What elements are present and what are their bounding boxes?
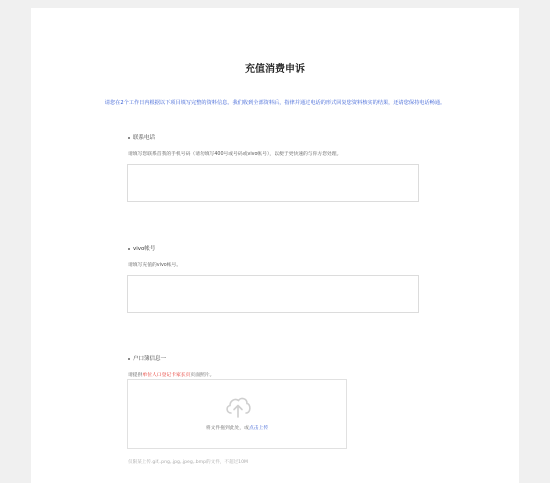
id-info-hint-prefix: 请提供 xyxy=(128,373,143,378)
phone-label-text: 联系电话 xyxy=(133,135,156,141)
bullet-icon xyxy=(128,358,130,360)
appeal-form-card xyxy=(31,8,519,483)
account-hint: 请填写充值的vivo帐号。 xyxy=(128,263,182,268)
upload-instructions xyxy=(128,424,346,431)
id-info-label-text: 户口簿信息一 xyxy=(133,356,167,362)
id-info-hint xyxy=(128,371,214,378)
instructions-notice: 请您在2个工作日内根据以下项目填写完整的资料信息。我们收到全部资料后，指律并通过电话的形式回复您资料核实的结果，还请您保持电话畅通。 xyxy=(104,100,446,106)
account-label-text: vivo帐号 xyxy=(133,246,156,252)
account-textarea[interactable] xyxy=(127,275,419,313)
id-info-hint-suffix: 页面照片。 xyxy=(190,373,215,378)
bullet-icon xyxy=(128,248,130,250)
phone-textarea[interactable] xyxy=(127,164,419,202)
id-info-field-label xyxy=(128,354,166,362)
cloud-upload-icon xyxy=(224,395,252,419)
bullet-icon xyxy=(128,137,130,139)
phone-field-label xyxy=(128,133,155,141)
upload-click-link[interactable]: 点击上传 xyxy=(248,426,269,431)
file-upload-dropzone[interactable] xyxy=(127,379,347,449)
account-field-label xyxy=(128,244,155,252)
page-title: 充值消费申诉 xyxy=(245,64,305,75)
upload-drag-text: 将文件拖到此处，或 xyxy=(205,426,249,431)
upload-file-requirements: 仅限某上传.gif,.png,.jpg,.jpeg,.bmp的文件，不超过10M xyxy=(128,460,248,465)
id-info-hint-emphasis: 单位人口登记卡家长页 xyxy=(142,373,191,378)
phone-hint: 请填写您联系首我的手机号码（请勿填写400号或号码或vivo帐号），以便于更快速的与你方您处理。 xyxy=(128,152,342,157)
